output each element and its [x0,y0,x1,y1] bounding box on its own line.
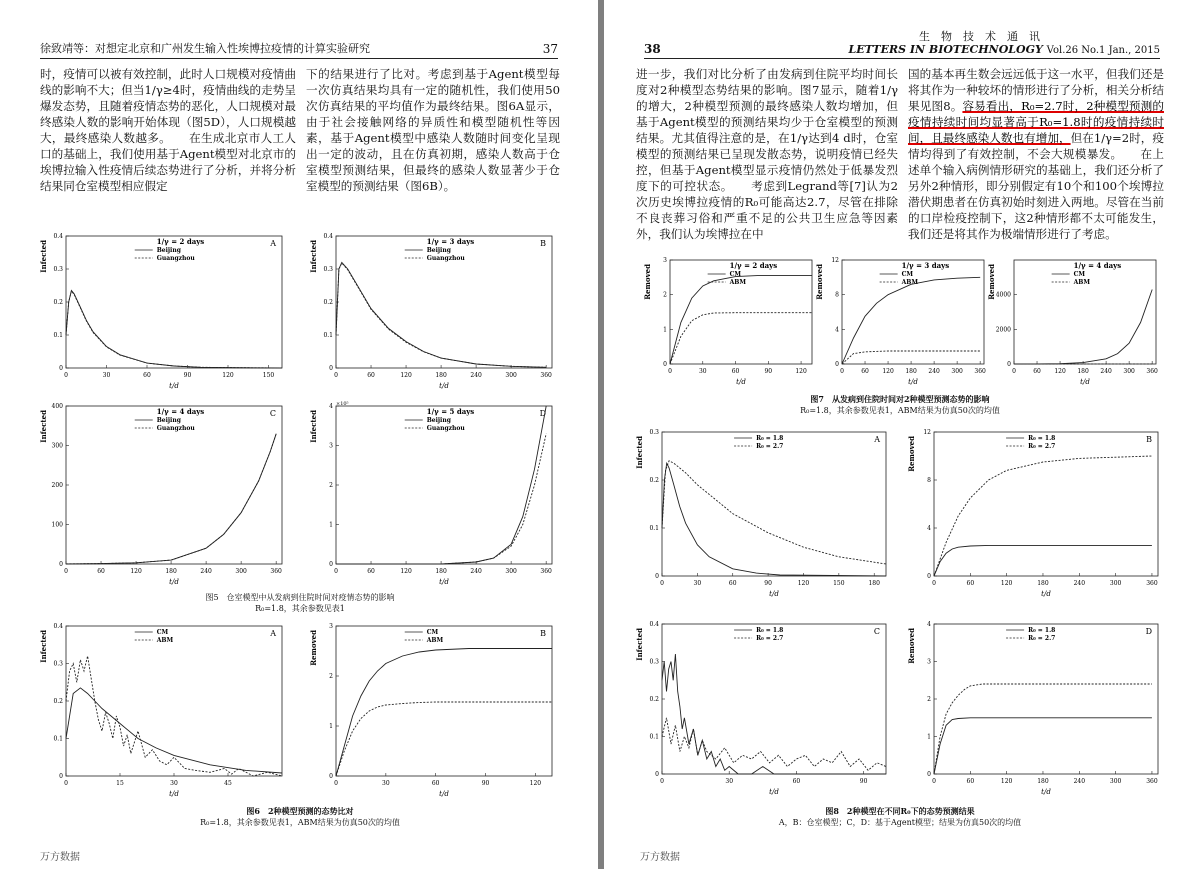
y-tick-label: 0 [59,365,63,372]
x-tick-label: 15 [116,780,124,787]
x-tick-label: 60 [143,372,151,379]
y-tick-label: 12 [923,429,931,436]
chart-8A [632,424,894,600]
series-line [66,434,276,564]
x-axis-label: t/d [1080,378,1090,386]
x-axis-label: t/d [169,382,179,390]
legend-label: Beijing [426,247,451,254]
y-axis-label: Infected [635,436,644,469]
legend-label: Guangzhou [156,425,195,432]
y-tick-label: 0.1 [323,332,333,339]
x-tick-label: 90 [859,778,868,785]
x-tick-label: 0 [64,568,68,575]
legend-label: ABM [901,279,919,286]
chart-title: 1/γ = 5 days [426,407,475,416]
legend-label: ABM [426,637,444,644]
right-page [604,0,1200,869]
y-tick-label: 0 [329,561,333,568]
y-tick-label: 0 [927,573,931,580]
footer-watermark: 万方数据 [40,852,80,863]
x-tick-label: 0 [660,778,664,785]
y-tick-label: 100 [51,521,63,529]
y-tick-label: 2 [329,673,333,680]
x-tick-label: 30 [725,778,734,785]
x-tick-label: 360 [1146,580,1158,587]
x-tick-label: 120 [1000,778,1013,785]
x-axis-label: t/d [169,790,179,798]
y-axis-label: Infected [309,240,318,273]
plot-frame [66,626,282,776]
y-axis-label: Infected [39,240,48,273]
y-tick-label: 0.2 [53,698,63,705]
legend-label: ABM [156,637,174,644]
y-tick-label: 0 [655,573,659,580]
x-tick-label: 0 [660,580,664,587]
legend-label: CM [901,271,914,278]
y-tick-label: 2 [663,291,667,299]
x-tick-label: 360 [1146,778,1158,785]
y-tick-label: 0.2 [53,299,63,306]
series-line [336,434,546,564]
text-column-2: 国的基本再生数会远远低于这一水平，但我们还是将其作为一种较坏的情形进行了分析，相关分析结果见图8。容易看出，R₀=2.7时，2种模型预测的疫情持续时间均显著高于R₀=1.8时的疫情持续时间，且最终感染人数也有增加，但在1/γ=2时，疫情均得到了有效控制，不会大规模暴发。 在上述单个输入病例情形研究的基础上，我们还分析了另外2种情形，即分别假定有10个和100个埃博拉潜伏期患者在仿真初始时刻进入两地。尽管在当前的口岸检疫控制下，这2种情形都不太可能发生，我们还是将其作为极端情形进行了考虑。 [908,67,1164,241]
y-tick-label: 1 [663,326,667,334]
chart-title: 1/γ = 3 days [901,261,950,270]
y-tick-label: 0.3 [53,266,63,273]
y-tick-label: 0 [329,365,333,372]
x-tick-label: 90 [183,372,192,379]
y-tick-label: 0.4 [53,233,63,240]
x-tick-label: 180 [1037,580,1049,587]
x-tick-label: 60 [367,568,375,575]
y-tick-label: 3 [927,658,931,666]
chart-7C [984,252,1164,388]
chart-title: 1/γ = 3 days [426,237,475,246]
y-multiplier: ×10⁵ [336,401,349,407]
series-line [934,545,1152,576]
x-axis-label: t/d [908,378,918,386]
series-line [336,702,552,776]
x-tick-label: 0 [64,372,68,379]
panel-label: B [540,239,546,248]
y-axis-label: Infected [39,630,48,663]
x-tick-label: 360 [270,568,282,575]
x-tick-label: 60 [966,778,975,785]
x-tick-label: 120 [795,368,807,375]
legend-label: Guangzhou [156,255,195,262]
x-tick-label: 30 [382,780,390,787]
y-tick-label: 3 [663,257,667,264]
x-tick-label: 60 [792,778,801,785]
x-tick-label: 240 [470,372,482,379]
figure-7-caption: 图7 从发病到住院时间对2种模型预测态势的影响 R₀=1.8，其余参数见表1，ABM结果为仿真50次的均值 [800,394,1000,415]
y-tick-label: 2000 [995,326,1011,334]
x-tick-label: 300 [951,368,963,375]
x-tick-label: 300 [1123,368,1135,375]
x-tick-label: 0 [932,580,936,587]
x-tick-label: 0 [334,780,338,787]
right-page-header [644,30,1160,59]
y-tick-label: 2 [329,482,333,489]
chart-8C [632,616,894,798]
plot-frame [934,432,1158,576]
page-number: 37 [542,42,558,56]
series-line [1014,290,1152,365]
legend-label: R₀ = 2.7 [756,635,784,642]
x-tick-label: 120 [1054,368,1066,375]
x-tick-label: 120 [529,780,542,787]
y-tick-label: 0.3 [649,658,659,666]
x-tick-label: 240 [1073,580,1086,587]
y-axis-label: Removed [907,628,916,664]
x-tick-label: 120 [400,372,412,379]
y-tick-label: 4 [835,326,839,334]
series-line [670,276,812,364]
x-tick-label: 240 [928,368,940,375]
x-tick-label: 30 [698,368,707,375]
x-tick-label: 0 [932,778,936,785]
y-tick-label: 0 [59,773,63,780]
x-tick-label: 300 [1109,580,1122,587]
y-tick-label: 0.3 [53,660,63,668]
series-line [66,688,282,773]
panel-label: B [1146,435,1152,444]
y-tick-label: 1 [329,723,333,730]
y-tick-label: 0.2 [649,477,659,484]
highlighted-text: 容易看出，R₀=2.7时，2种模型预测的疫情持续时间均显著高于R₀=1.8时的疫情持续时间，且最终感染人数也有增加， [908,99,1164,145]
panel-label: D [1145,627,1152,636]
chart-6B [306,618,560,800]
x-axis-label: t/d [1041,590,1051,598]
x-tick-label: 0 [334,568,338,575]
y-axis-label: Removed [907,436,916,472]
figure-6-caption: 图6 2种模型预测的态势比对 R₀=1.8，其余参数见表1，ABM结果为仿真50次的均值 [200,806,400,827]
x-tick-label: 60 [728,580,737,587]
legend-label: R₀ = 1.8 [1028,435,1056,442]
y-tick-label: 0 [927,771,931,778]
legend-label: CM [729,271,742,278]
x-tick-label: 150 [833,580,845,587]
y-tick-label: 4000 [995,291,1011,299]
x-tick-label: 150 [262,372,275,379]
plot-frame [934,624,1158,774]
legend-label: R₀ = 1.8 [756,627,784,634]
x-axis-label: t/d [736,378,746,386]
y-tick-label: 1 [329,521,333,529]
y-tick-label: 4 [329,403,333,410]
legend-label: Beijing [156,247,181,254]
x-axis-label: t/d [769,788,779,796]
x-tick-label: 60 [731,368,740,375]
series-line [662,654,886,774]
legend-label: R₀ = 2.7 [756,443,784,450]
text-column-2: 下的结果进行了比对。考虑到基于Agent模型每一次仿真结果均具有一定的随机性，我们使用50次仿真结果的平均值作为最终结果。图6A显示，由于社会接触网络的异质性和模型随机性等因素，基于Agent模型中感染人数随时间变化呈现出一定的波动，且在仿真初期，感染人数高于仓室模型预测结果，但最终的感染人数显著少于仓室模型的预测结果（图6B）。 [306,67,560,193]
x-tick-label: 180 [1037,778,1049,785]
y-tick-label: 0.4 [649,621,659,628]
legend-label: Beijing [156,417,181,424]
x-tick-label: 0 [1012,368,1016,375]
chart-title: 1/γ = 4 days [1073,261,1122,270]
legend-label: ABM [1073,279,1091,286]
y-tick-label: 0.1 [649,525,659,532]
y-axis-label: Infected [39,410,48,443]
figure-5-caption: 图5 仓室模型中从发病到住院时间对疫情态势的影响 R₀=1.8，其余参数见表1 [205,593,395,613]
y-tick-label: 0.1 [53,332,63,339]
x-tick-label: 300 [235,568,247,575]
legend-label: CM [426,629,439,636]
x-tick-label: 180 [868,580,880,587]
x-tick-label: 120 [882,368,894,375]
x-tick-label: 300 [1109,778,1122,785]
x-tick-label: 60 [966,580,975,587]
x-tick-label: 120 [400,568,412,575]
series-line [934,684,1152,774]
y-axis-label: Removed [309,630,318,666]
panel-label: B [540,629,546,638]
y-tick-label: 4 [927,525,931,532]
y-tick-label: 200 [51,482,63,489]
series-line [66,291,282,369]
y-tick-label: 2 [927,696,931,703]
y-tick-label: 8 [927,477,931,484]
y-tick-label: 0.4 [323,233,333,240]
y-tick-label: 0 [663,361,667,368]
plot-frame [662,624,886,774]
series-line [66,656,282,776]
x-tick-label: 0 [64,780,68,787]
x-tick-label: 360 [1146,368,1158,375]
chart-5B [306,228,560,392]
y-tick-label: 8 [835,291,839,299]
left-page-header [40,40,558,59]
y-tick-label: 0.2 [649,696,659,703]
y-tick-label: 0.2 [323,299,333,306]
plot-frame [662,432,886,576]
x-tick-label: 180 [905,368,917,375]
y-tick-label: 0 [59,561,63,568]
y-tick-label: 0.1 [53,735,63,743]
journal-header: 生 物 技 术 通 讯 LETTERS IN BIOTECHNOLOGY Vol.26 No.1 Jan., 2015 [848,30,1160,56]
chart-8B [904,424,1166,600]
x-tick-label: 360 [540,372,552,379]
y-tick-label: 0 [329,773,333,780]
y-tick-label: 3 [329,442,333,450]
text-column-1: 时，疫情可以被有效控制，此时人口规模对疫情曲线的影响不大；但当1/γ≥4时，疫情曲线的走势呈爆发态势，且随着疫情态势的恶化，人口规模对最终感染人数的影响开始体现（图5D），人口规模越大，最终感染人数越多。 在生成北京市人工人口的基础上，我们使用基于Agent模型对北京市的埃博拉输入性疫情后续态势进行了分析，并将分析结果同仓室模型相应假定 [40,67,296,193]
x-tick-label: 120 [797,580,810,587]
x-tick-label: 240 [200,568,212,575]
x-tick-label: 30 [693,580,702,587]
y-tick-label: 4 [927,621,931,628]
x-tick-label: 90 [764,580,772,587]
x-tick-label: 180 [435,568,447,575]
legend-label: R₀ = 1.8 [1028,627,1056,634]
x-tick-label: 360 [540,568,552,575]
x-tick-label: 0 [840,368,844,375]
panel-label: C [873,627,880,636]
legend-label: ABM [729,279,747,286]
panel-label: A [270,629,276,638]
y-axis-label: Infected [635,628,644,661]
y-tick-label: 0.1 [649,733,659,741]
x-tick-label: 45 [224,780,232,787]
x-tick-label: 60 [367,372,375,379]
chart-5D [306,398,560,588]
left-page [0,0,598,869]
x-tick-label: 240 [470,568,482,575]
x-tick-label: 30 [170,780,178,787]
x-tick-label: 240 [1100,368,1112,375]
chart-8D [904,616,1166,798]
chart-7B [812,252,992,388]
series-line [662,463,886,576]
x-tick-label: 90 [764,368,773,375]
x-axis-label: t/d [439,382,449,390]
chart-title: 1/γ = 4 days [156,407,205,416]
legend-label: Beijing [426,417,451,424]
series-line [66,291,282,368]
x-tick-label: 180 [165,568,177,575]
series-line [934,718,1152,774]
panel-label: A [874,435,880,444]
legend-label: R₀ = 2.7 [1028,443,1056,450]
x-tick-label: 300 [505,568,517,575]
x-tick-label: 60 [97,568,105,575]
chart-6A [36,618,290,800]
y-axis-label: Removed [987,264,996,300]
y-axis-label: Removed [815,264,824,300]
x-tick-label: 0 [334,372,338,379]
y-tick-label: 0 [835,361,839,368]
panel-label: A [270,239,276,248]
panel-label: D [539,409,546,418]
series-line [662,461,886,564]
x-axis-label: t/d [439,578,449,586]
y-tick-label: 3 [329,623,333,630]
series-line [336,649,552,777]
page-number: 38 [644,42,661,56]
legend-label: Guangzhou [426,255,465,262]
y-tick-label: 0.3 [649,429,659,436]
chart-5C [36,398,290,588]
series-line [66,434,276,564]
legend-label: Guangzhou [426,425,465,432]
x-tick-label: 120 [1000,580,1013,587]
chart-5A [36,228,290,392]
x-tick-label: 60 [1033,368,1041,375]
figure-8-caption: 图8 2种模型在不同R₀下的态势预测结果 A，B：仓室模型；C，D：基于Agent模型；结果为仿真50次的均值 [778,806,1022,827]
y-axis-label: Removed [643,264,652,300]
legend-label: CM [156,629,169,636]
x-tick-label: 90 [481,780,490,787]
running-title: 徐致靖等：对想定北京和广州发生输入性埃博拉疫情的计算实验研究 [40,42,370,55]
x-tick-label: 180 [435,372,447,379]
legend-label: CM [1073,271,1086,278]
y-axis-label: Infected [309,410,318,443]
chart-7A [640,252,820,388]
y-tick-label: 0.4 [53,623,63,630]
y-tick-label: 400 [51,403,63,410]
series-line [670,313,812,364]
y-tick-label: 12 [831,257,839,264]
x-axis-label: t/d [169,578,179,586]
chart-title: 1/γ = 2 days [156,237,205,246]
legend-label: R₀ = 1.8 [756,435,784,442]
x-tick-label: 180 [1077,368,1089,375]
series-line [842,277,980,364]
y-tick-label: 0.3 [323,266,333,273]
y-tick-label: 0 [655,771,659,778]
y-tick-label: 1 [927,733,931,741]
panel-label: C [269,409,276,418]
footer-watermark: 万方数据 [640,852,680,863]
x-axis-label: t/d [1041,788,1051,796]
text-column-1: 进一步，我们对比分析了由发病到住院平均时间长度对2种模型态势结果的影响。图7显示，随着1/γ的增大，2种模型预测的最终感染人数均增加，但基于Agent模型的预测结果均少于仓室模型的预测结果。尤其值得注意的是，在1/γ达到4 d时，仓室模型的预测结果已呈现发散态势，说明疫情已经失控，但基于Agent模型显示疫情仍然处于低暴发烈度下的可控状态。 考虑到Legrand等[7]认为2次历史埃博拉疫情的R₀可能高达2.7，尽管在排除不良丧葬习俗和严重不足的公共卫生应急等因素外，我们认为埃博拉在中 [636,67,898,241]
x-tick-label: 60 [431,780,440,787]
x-axis-label: t/d [769,590,779,598]
series-line [336,262,546,367]
x-tick-label: 30 [102,372,111,379]
x-tick-label: 120 [130,568,142,575]
legend-label: R₀ = 2.7 [1028,635,1056,642]
y-tick-label: 300 [51,442,63,450]
x-tick-label: 360 [974,368,986,375]
x-tick-label: 240 [1073,778,1086,785]
x-axis-label: t/d [439,790,449,798]
chart-title: 1/γ = 2 days [729,261,778,270]
x-tick-label: 120 [222,372,234,379]
series-line [336,263,546,367]
series-line [934,456,1152,576]
x-tick-label: 60 [861,368,869,375]
x-tick-label: 0 [668,368,672,375]
y-tick-label: 0 [1007,361,1011,368]
x-tick-label: 300 [505,372,517,379]
